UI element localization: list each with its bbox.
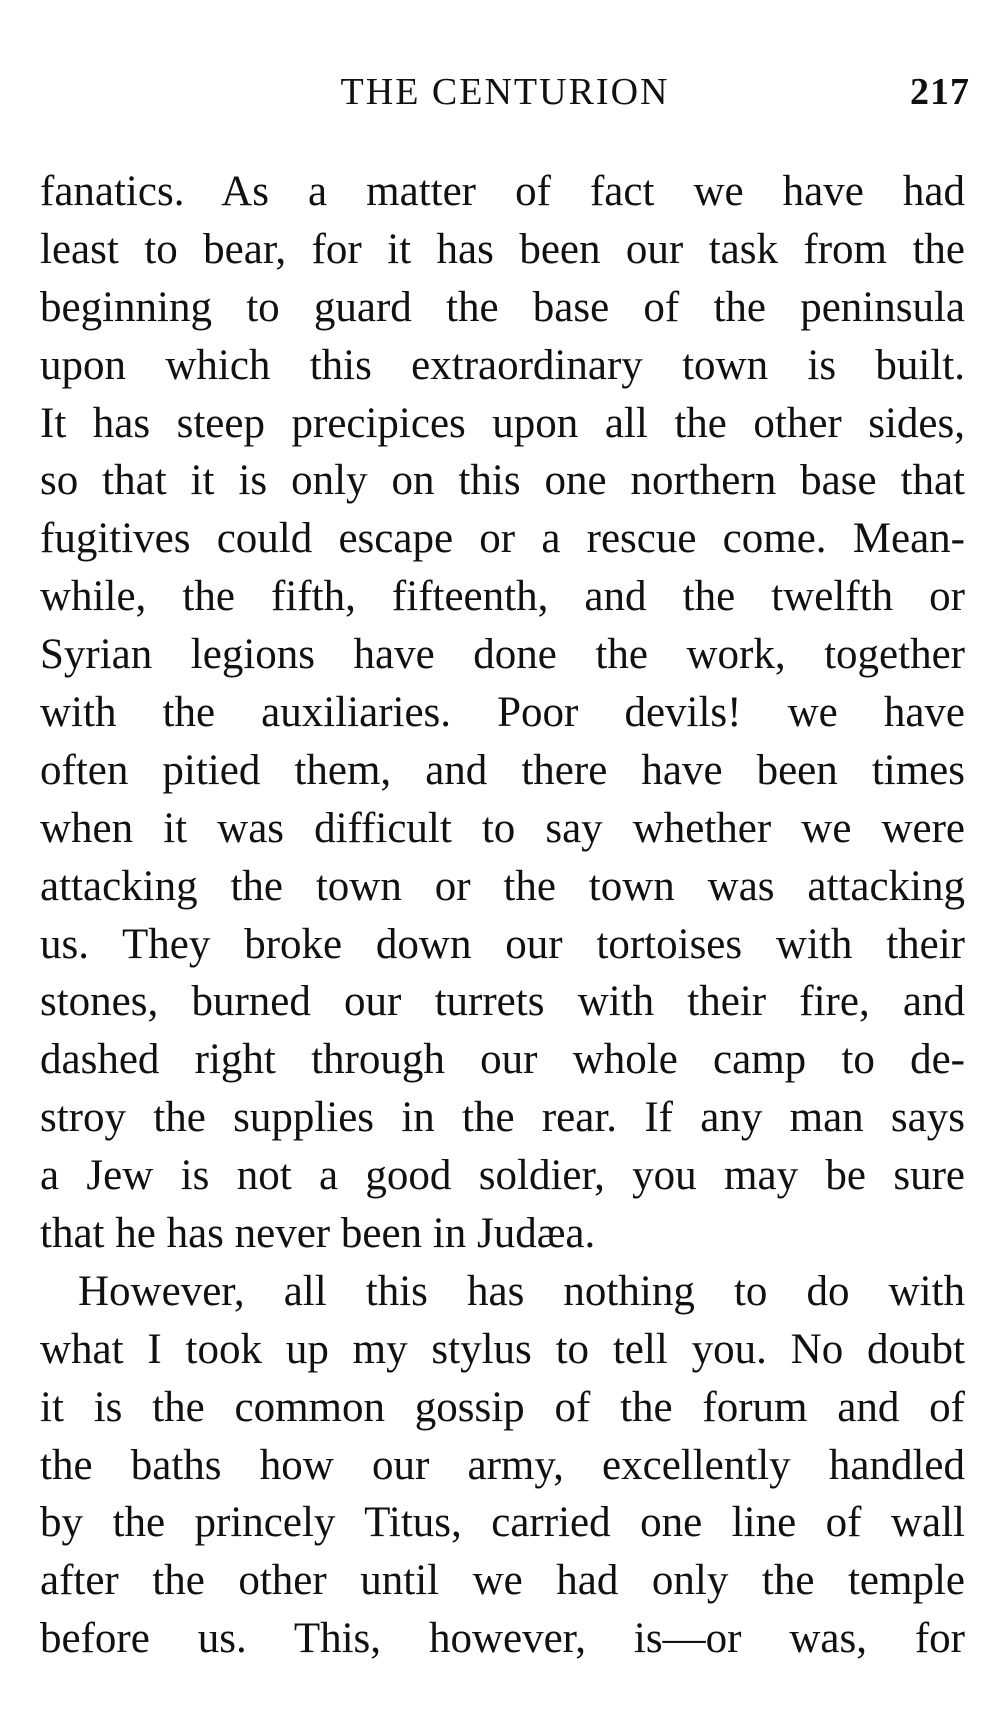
text-line: fugitives could escape or a rescue come. Mean- [40,515,965,563]
text-line: least to bear, for it has been our task from the [40,225,965,273]
text-line: upon which this extraordinary town is built. [40,341,965,389]
text-line: It has steep precipices upon all the other sides, [40,399,965,447]
text-line: so that it is only on this one northern base that [40,457,965,505]
text-line: after the other until we had only the temple [40,1557,965,1605]
text-line: with the auxiliaries. Poor devils! we have [40,689,965,737]
text-line: fanatics. As a matter of fact we have had [40,168,965,215]
text-line: before us. This, however, is—or was, for [40,1615,965,1663]
text-line: Syrian legions have done the work, together [40,631,965,679]
running-header [40,64,970,120]
paragraph-end-line: that he has never been in Judæa. [40,1210,596,1258]
text-line: by the princely Titus, carried one line of wall [40,1499,965,1547]
text-line: it is the common gossip of the forum and of [40,1383,965,1431]
paragraph-start-line: However, all this has nothing to do with [78,1267,965,1315]
text-line: stroy the supplies in the rear. If any man says [40,1094,965,1142]
text-line: dashed right through our whole camp to de- [40,1036,965,1084]
text-line: often pitied them, and there have been times [40,746,965,794]
running-title: THE CENTURION [340,71,670,113]
text-line: stones, burned our turrets with their fire, and [40,978,965,1026]
text-line: beginning to guard the base of the peninsula [40,283,965,331]
text-line: the baths how our army, excellently handled [40,1441,965,1489]
page-number: 217 [910,71,970,113]
body-text [40,163,965,1668]
text-line: while, the fifth, fifteenth, and the twelfth or [40,573,965,621]
text-line: us. They broke down our tortoises with their [40,920,965,968]
text-line: attacking the town or the town was attacking [40,862,965,910]
text-line: a Jew is not a good soldier, you may be sure [40,1152,965,1200]
text-line: what I took up my stylus to tell you. No doubt [40,1325,965,1373]
text-line: when it was difficult to say whether we were [40,804,965,852]
